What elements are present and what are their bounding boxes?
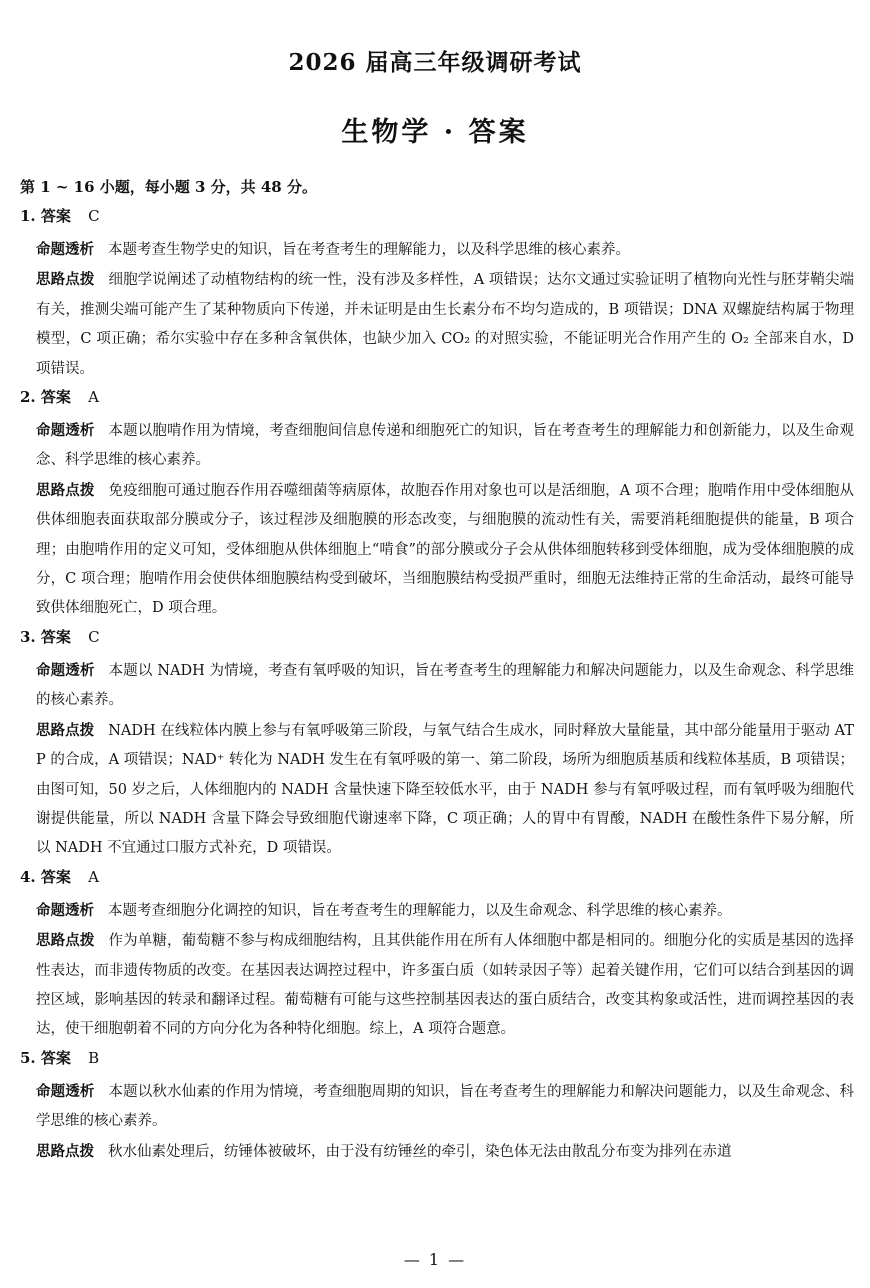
- intent-label: 命题透析: [36, 902, 94, 919]
- analysis-paragraph: [36, 717, 854, 864]
- answer-value: A: [88, 867, 99, 886]
- analysis-paragraph: [36, 477, 854, 624]
- intent-label: 命题透析: [36, 242, 94, 258]
- intent-text: 本题以胞啃作用为情境，考查细胞间信息传递和细胞死亡的知识，旨在考查考生的理解能力和创新能力，以及生命观念、科学思维的核心素养。: [36, 423, 854, 469]
- question-header: [20, 385, 854, 417]
- intent-paragraph: [36, 1078, 854, 1137]
- analysis-label: 思路点拨: [36, 722, 95, 739]
- intent-paragraph: [36, 417, 854, 476]
- analysis-label: 思路点拨: [36, 1143, 94, 1160]
- intent-text: 本题以 NADH 为情境，考查有氧呼吸的知识，旨在考查考生的理解能力和解决问题能力，以及生命观念、科学思维的核心素养。: [36, 662, 854, 709]
- analysis-text: 免疫细胞可通过胞吞作用吞噬细菌等病原体，故胞吞作用对象也可以是活细胞，A 项不合理；胞啃作用中受体细胞从供体细胞表面获取部分膜或分子，该过程涉及细胞膜的形态改变，与细胞膜的流动性有关，需要消耗细胞提供的能量，B 项合理；由胞啃作用的定义可知，受体细胞从供体细胞上“啃食”的部分膜或分子会从供体细胞转移到受体细胞，成为受体细胞膜的成分，C 项合理；胞啃作用会使供体细胞膜结构受到破坏，当细胞膜结构受损严重时，细胞无法维持正常的生命活动，最终可能导致供体细胞死亡，D 项合理。: [36, 482, 855, 617]
- answer-label: 答案: [40, 1048, 71, 1067]
- analysis-text: 细胞学说阐述了动植物结构的统一性，没有涉及多样性，A 项错误；达尔文通过实验证明了植物向光性与胚芽鞘尖端有关，推测尖端可能产生了某种物质向下传递，并未证明是由生长素分布不均匀造成的，B 项错误；DNA 双螺旋结构属于物理模型，C 项正确；希尔实验中存在多种含氧供体，也缺少加入 CO₂ 的对照实验，不能证明光合作用产生的 O₂ 全部来自水，D 项错误。: [36, 272, 855, 377]
- intent-label: 命题透析: [36, 423, 95, 440]
- analysis-paragraph: [36, 266, 854, 384]
- analysis-text: 秋水仙素处理后，纺锤体被破坏，由于没有纺锤丝的牵引，染色体无法由散乱分布变为排列在赤道: [108, 1143, 732, 1160]
- question-1: [20, 204, 854, 384]
- question-number: 3.: [20, 627, 36, 646]
- exam-subtitle: 生物学 · 答案: [341, 117, 529, 148]
- question-header: [20, 625, 854, 657]
- analysis-label: 思路点拨: [36, 482, 95, 499]
- intent-text: 本题以秋水仙素的作用为情境，考查细胞周期的知识，旨在考查考生的理解能力和解决问题能力，以及生命观念、科学思维的核心素养。: [36, 1083, 854, 1130]
- intent-paragraph: [36, 897, 854, 926]
- answer-value: C: [88, 207, 100, 225]
- question-header: [20, 1046, 854, 1078]
- question-number: 4.: [20, 867, 36, 886]
- question-header: [20, 204, 854, 236]
- question-4: [20, 865, 854, 1045]
- intent-text: 本题考查生物学史的知识，旨在考查考生的理解能力，以及科学思维的核心素养。: [108, 242, 630, 258]
- question-number: 5.: [20, 1048, 36, 1067]
- section-intro: 第 1 ~ 16 小题，每小题 3 分，共 48 分。: [20, 178, 317, 196]
- page-number: — 1 —: [403, 1250, 467, 1269]
- answer-value: B: [88, 1048, 100, 1067]
- question-number: 2.: [20, 388, 36, 407]
- intent-text: 本题考查细胞分化调控的知识，旨在考查考生的理解能力，以及生命观念、科学思维的核心素养。: [108, 902, 732, 919]
- answer-list: [20, 204, 854, 1168]
- intent-paragraph: [36, 657, 854, 716]
- answer-label: 答案: [40, 388, 71, 407]
- exam-title: 2026 届高三年级调研考试: [288, 49, 582, 76]
- analysis-text: 作为单糖，葡萄糖不参与构成细胞结构，且其供能作用在所有人体细胞中都是相同的。细胞分化的实质是基因的选择性表达，而非遗传物质的改变。在基因表达调控过程中，许多蛋白质（如转录因子等）起着关键作用，它们可以结合到基因的调控区域，影响基因的转录和翻译过程。葡萄糖有可能与这些控制基因表达的蛋白质结合，改变其构象或活性，进而调控基因的表达，使干细胞朝着不同的方向分化为各种特化细胞。综上，A 项符合题意。: [36, 933, 854, 1038]
- question-header: [20, 865, 854, 897]
- analysis-paragraph: [36, 927, 854, 1045]
- intent-paragraph: [36, 236, 854, 265]
- answer-label: 答案: [40, 207, 71, 225]
- question-number: 1.: [20, 207, 36, 225]
- answer-value: A: [88, 388, 99, 407]
- answer-label: 答案: [40, 867, 71, 886]
- analysis-paragraph: [36, 1138, 854, 1167]
- analysis-label: 思路点拨: [36, 933, 95, 950]
- question-3: [20, 625, 854, 864]
- analysis-label: 思路点拨: [36, 272, 95, 289]
- question-2: [20, 385, 854, 624]
- intent-label: 命题透析: [36, 662, 95, 679]
- analysis-text: NADH 在线粒体内膜上参与有氧呼吸第三阶段，与氧气结合生成水，同时释放大量能量，其中部分能量用于驱动 ATP 的合成，A 项错误；NAD⁺ 转化为 NADH 发生在有氧呼吸的第一、第二阶段，场所为细胞质基质和线粒体基质，B 项错误；由图可知，50 岁之后，人体细胞内的 NADH 含量快速下降至较低水平，由于 NADH 参与有氧呼吸过程，而有氧呼吸为细胞代谢提供能量，所以 NADH 含量下降会导致细胞代谢速率下降，C 项正确；人的胃中有胃酸，NADH 在酸性条件下易分解，所以 NADH 不宜通过口服方式补充，D 项错误。: [36, 722, 854, 857]
- answer-label: 答案: [40, 627, 71, 646]
- question-5: [20, 1046, 854, 1167]
- answer-value: C: [88, 627, 100, 646]
- intent-label: 命题透析: [36, 1083, 95, 1100]
